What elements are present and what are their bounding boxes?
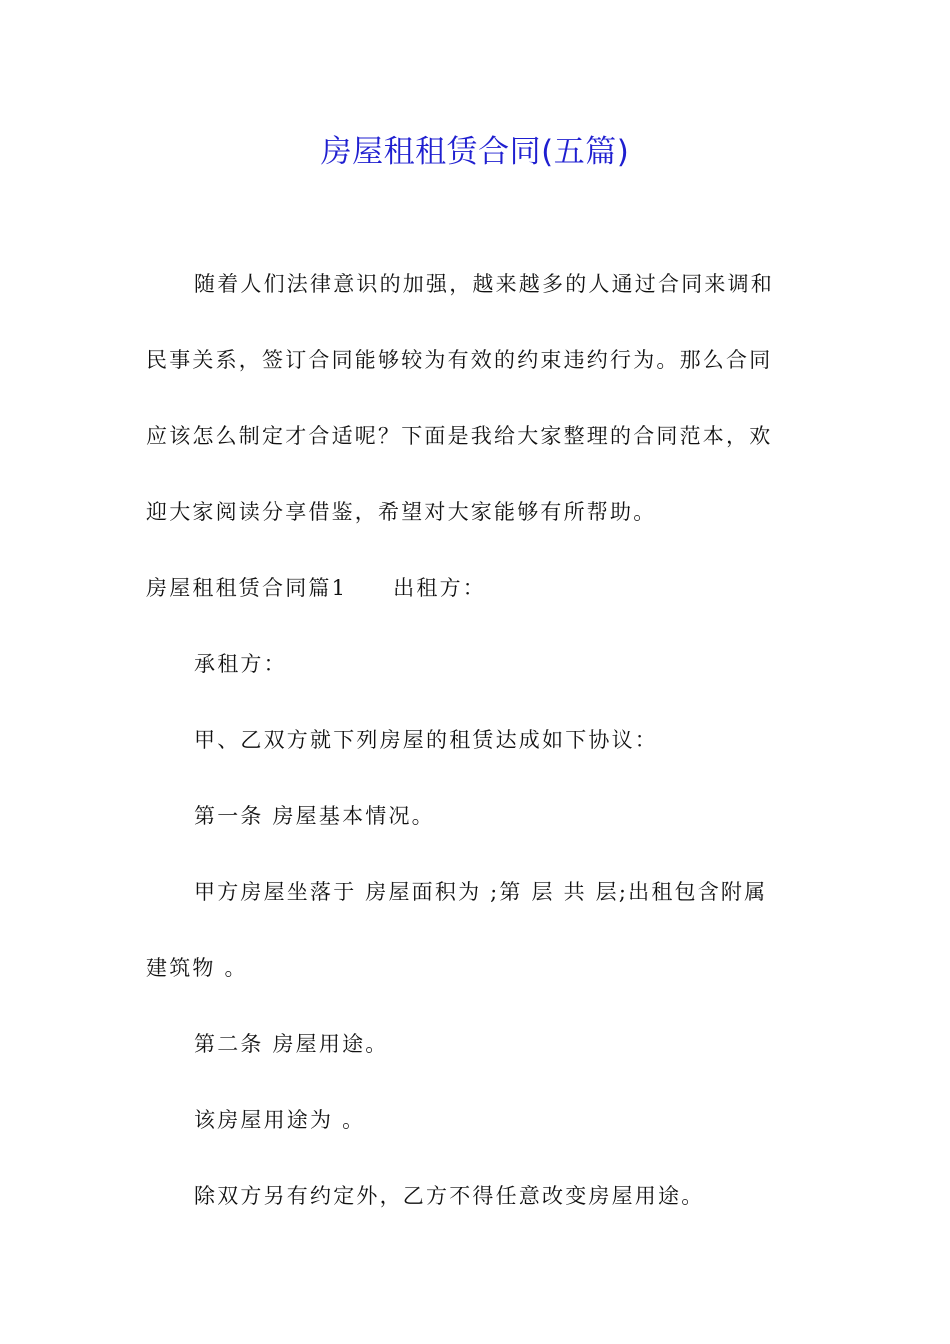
intro-line: 应该怎么制定才合适呢？下面是我给大家整理的合同范本，欢 [146,424,773,448]
article-1-text: 甲方房屋坐落于 房屋面积为 ;第 层 共 层;出租包含附属 [194,880,768,904]
agreement-intro: 甲、乙双方就下列房屋的租赁达成如下协议： [194,728,658,752]
article-2-title: 第二条 房屋用途。 [194,1032,389,1056]
intro-line: 随着人们法律意识的加强，越来越多的人通过合同来调和 [194,272,774,296]
article-1-text: 建筑物 。 [146,956,248,980]
document-title: 房屋租租赁合同(五篇) [320,134,630,170]
lessee-label: 承租方： [194,652,287,676]
section-heading-line [146,568,806,644]
body-text [146,264,806,1252]
section-heading: 房屋租租赁合同篇1 [146,576,348,600]
article-2-text: 除双方另有约定外，乙方不得任意改变房屋用途。 [194,1184,705,1208]
article-1-title: 第一条 房屋基本情况。 [194,804,435,828]
intro-line: 迎大家阅读分享借鉴，希望对大家能够有所帮助。 [146,500,657,524]
article-2-text: 该房屋用途为 。 [194,1108,366,1132]
intro-line: 民事关系，签订合同能够较为有效的约束违约行为。那么合同 [146,348,773,372]
lessor-label: 出租方： [393,576,486,600]
